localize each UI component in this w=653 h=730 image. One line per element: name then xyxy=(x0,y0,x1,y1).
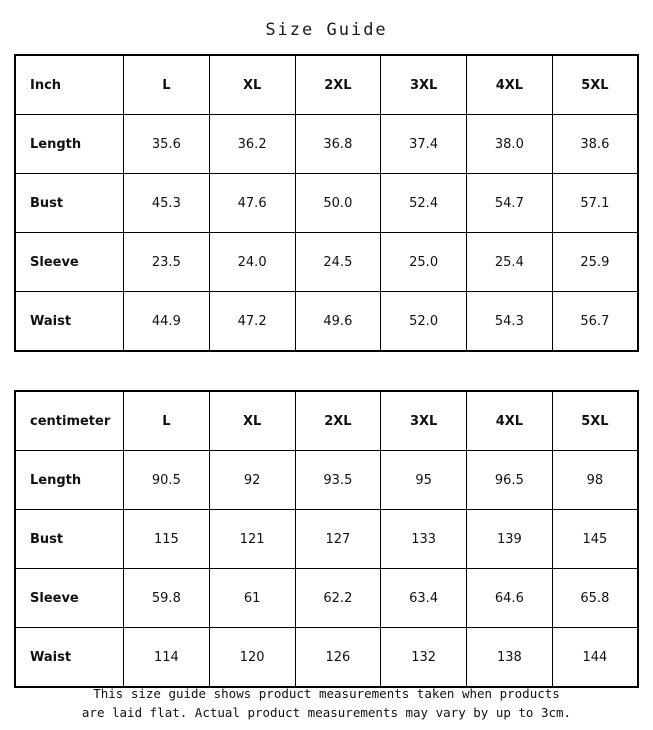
column-header-4xl: 4XL xyxy=(467,391,553,451)
table-row xyxy=(15,292,638,352)
cell-value: 50.0 xyxy=(295,174,381,233)
cell-value: 49.6 xyxy=(295,292,381,352)
footnote-line-2: are laid flat. Actual product measurements may vary by up to 3cm. xyxy=(81,705,572,720)
column-header-5xl: 5XL xyxy=(552,391,638,451)
cell-value: 132 xyxy=(381,628,467,688)
row-label-sleeve: Sleeve xyxy=(15,569,124,628)
table-row xyxy=(15,628,638,688)
cell-value: 90.5 xyxy=(124,451,210,510)
table-row xyxy=(15,115,638,174)
cell-value: 114 xyxy=(124,628,210,688)
cell-value: 63.4 xyxy=(381,569,467,628)
row-label-length: Length xyxy=(15,115,124,174)
unit-label-centimeter: centimeter xyxy=(15,391,124,451)
table-row xyxy=(15,451,638,510)
cell-value: 45.3 xyxy=(124,174,210,233)
cell-value: 36.2 xyxy=(209,115,295,174)
column-header-xl: XL xyxy=(209,391,295,451)
cell-value: 127 xyxy=(295,510,381,569)
column-header-xl: XL xyxy=(209,55,295,115)
cell-value: 121 xyxy=(209,510,295,569)
row-label-waist: Waist xyxy=(15,292,124,352)
cell-value: 35.6 xyxy=(124,115,210,174)
table-header-row xyxy=(15,55,638,115)
cell-value: 52.0 xyxy=(381,292,467,352)
cell-value: 37.4 xyxy=(381,115,467,174)
cell-value: 144 xyxy=(552,628,638,688)
column-header-l: L xyxy=(124,391,210,451)
row-label-waist: Waist xyxy=(15,628,124,688)
inch-size-table xyxy=(14,54,639,352)
table-row xyxy=(15,569,638,628)
unit-label-inch: Inch xyxy=(15,55,124,115)
cell-value: 57.1 xyxy=(552,174,638,233)
cell-value: 38.6 xyxy=(552,115,638,174)
cell-value: 115 xyxy=(124,510,210,569)
footnote xyxy=(0,684,653,722)
cell-value: 96.5 xyxy=(467,451,553,510)
cell-value: 138 xyxy=(467,628,553,688)
cell-value: 56.7 xyxy=(552,292,638,352)
cell-value: 47.2 xyxy=(209,292,295,352)
centimeter-table-wrapper xyxy=(0,390,653,688)
cell-value: 145 xyxy=(552,510,638,569)
cell-value: 47.6 xyxy=(209,174,295,233)
cell-value: 25.9 xyxy=(552,233,638,292)
page-title: Size Guide xyxy=(265,20,388,40)
cell-value: 64.6 xyxy=(467,569,553,628)
cell-value: 25.0 xyxy=(381,233,467,292)
column-header-3xl: 3XL xyxy=(381,55,467,115)
cell-value: 52.4 xyxy=(381,174,467,233)
cell-value: 65.8 xyxy=(552,569,638,628)
cell-value: 44.9 xyxy=(124,292,210,352)
cell-value: 92 xyxy=(209,451,295,510)
cell-value: 25.4 xyxy=(467,233,553,292)
column-header-l: L xyxy=(124,55,210,115)
table-row xyxy=(15,233,638,292)
column-header-4xl: 4XL xyxy=(467,55,553,115)
column-header-2xl: 2XL xyxy=(295,391,381,451)
cell-value: 133 xyxy=(381,510,467,569)
table-row xyxy=(15,510,638,569)
table-separator xyxy=(0,352,653,390)
column-header-2xl: 2XL xyxy=(295,55,381,115)
cell-value: 23.5 xyxy=(124,233,210,292)
cell-value: 98 xyxy=(552,451,638,510)
centimeter-size-table xyxy=(14,390,639,688)
cell-value: 120 xyxy=(209,628,295,688)
row-label-sleeve: Sleeve xyxy=(15,233,124,292)
cell-value: 61 xyxy=(209,569,295,628)
cell-value: 93.5 xyxy=(295,451,381,510)
row-label-length: Length xyxy=(15,451,124,510)
row-label-bust: Bust xyxy=(15,174,124,233)
cell-value: 139 xyxy=(467,510,553,569)
cell-value: 54.3 xyxy=(467,292,553,352)
cell-value: 54.7 xyxy=(467,174,553,233)
cell-value: 95 xyxy=(381,451,467,510)
cell-value: 59.8 xyxy=(124,569,210,628)
cell-value: 24.5 xyxy=(295,233,381,292)
cell-value: 126 xyxy=(295,628,381,688)
row-label-bust: Bust xyxy=(15,510,124,569)
column-header-3xl: 3XL xyxy=(381,391,467,451)
column-header-5xl: 5XL xyxy=(552,55,638,115)
cell-value: 62.2 xyxy=(295,569,381,628)
table-header-row xyxy=(15,391,638,451)
cell-value: 36.8 xyxy=(295,115,381,174)
inch-table-wrapper xyxy=(0,54,653,352)
cell-value: 24.0 xyxy=(209,233,295,292)
cell-value: 38.0 xyxy=(467,115,553,174)
footnote-line-1: This size guide shows product measurements taken when products xyxy=(93,686,560,701)
table-row xyxy=(15,174,638,233)
